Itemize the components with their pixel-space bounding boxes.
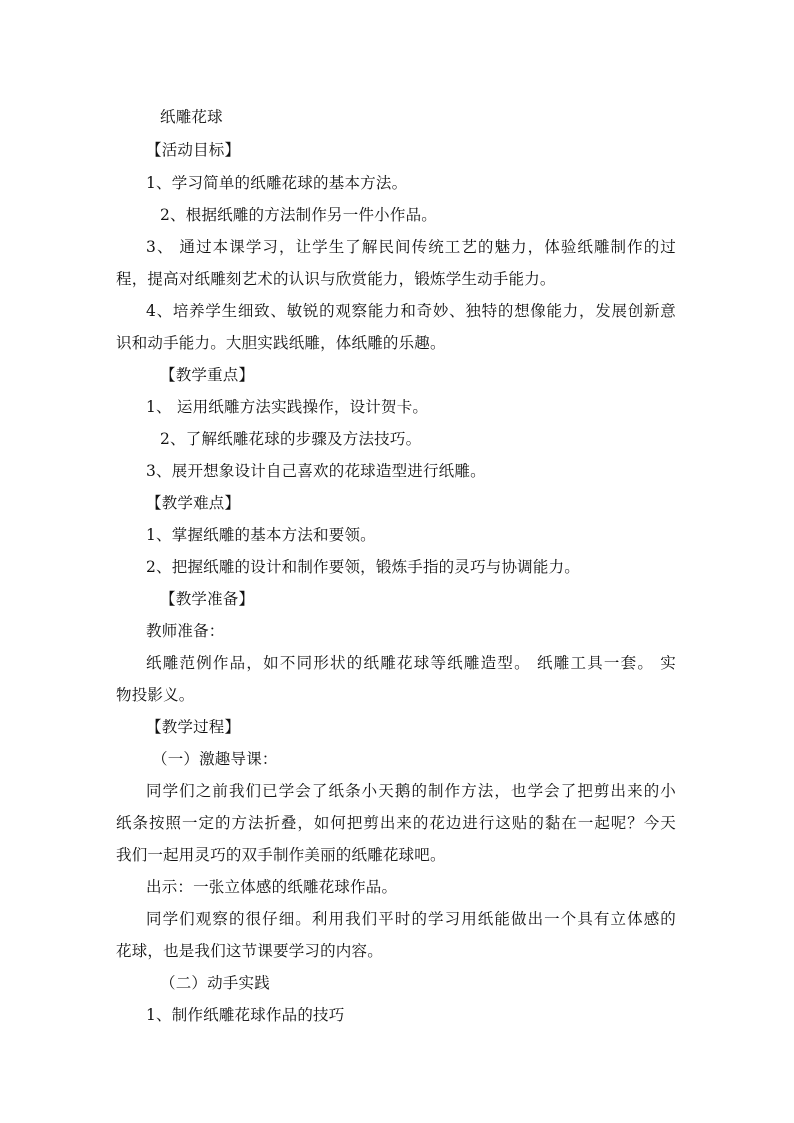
difficulties-item-2: 2、把握纸雕的设计和制作要领，锻炼手指的灵巧与协调能力。: [146, 558, 580, 576]
process-item-4-line-1: 同学们观察的很仔细。利用我们平时的学习用纸能做出一个具有立体感的: [146, 910, 676, 928]
process-item-4-line-2: 花球，也是我们这节课要学习的内容。: [116, 942, 383, 960]
goals-item-2: 2、根据纸雕的方法制作另一件小作品。: [160, 206, 437, 224]
goals-heading: 【活动目标】: [146, 141, 241, 159]
goals-item-4-line-2: 识和动手能力。大胆实践纸雕，体纸雕的乐趣。: [116, 334, 446, 352]
key-points-heading: 【教学重点】: [160, 366, 255, 384]
process-item-2-line-3: 我们一起用灵巧的双手制作美丽的纸雕花球吧。: [116, 846, 446, 864]
process-item-2-line-2: 纸条按照一定的方法折叠，如何把剪出来的花边进行这贴的黏在一起呢？今天: [116, 814, 676, 832]
preparation-heading: 【教学准备】: [160, 590, 255, 608]
process-item-3: 出示：一张立体感的纸雕花球作品。: [146, 878, 398, 896]
goals-item-3-line-2: 程，提高对纸雕刻艺术的认识与欣赏能力，锻炼学生动手能力。: [116, 270, 556, 288]
document-title: 纸雕花球: [160, 108, 223, 126]
process-item-5: （二）动手实践: [160, 974, 270, 992]
goals-item-3-line-1: 3、 通过本课学习，让学生了解民间传统工艺的魅力，体验纸雕制作的过: [146, 238, 676, 256]
process-item-1: （一）激趣导课：: [152, 750, 278, 768]
key-points-item-1: 1、 运用纸雕方法实践操作，设计贺卡。: [146, 398, 429, 416]
goals-item-1: 1、学习简单的纸雕花球的基本方法。: [146, 174, 408, 192]
process-item-6: 1、制作纸雕花球作品的技巧: [146, 1006, 345, 1024]
process-heading: 【教学过程】: [146, 718, 241, 736]
goals-item-4-line-1: 4、培养学生细致、敏锐的观察能力和奇妙、独特的想像能力，发展创新意: [146, 302, 676, 320]
difficulties-heading: 【教学难点】: [146, 494, 241, 512]
process-item-2-line-1: 同学们之前我们已学会了纸条小天鹅的制作方法，也学会了把剪出来的小: [146, 782, 676, 800]
preparation-item-1: 教师准备：: [146, 622, 225, 640]
preparation-item-2-line-1: 纸雕范例作品，如不同形状的纸雕花球等纸雕造型。 纸雕工具一套。 实: [146, 654, 676, 672]
difficulties-item-1: 1、掌握纸雕的基本方法和要领。: [146, 526, 376, 544]
key-points-item-3: 3、展开想象设计自己喜欢的花球造型进行纸雕。: [146, 462, 486, 480]
preparation-item-2-line-2: 物投影义。: [116, 686, 195, 704]
key-points-item-2: 2、了解纸雕花球的步骤及方法技巧。: [160, 430, 422, 448]
